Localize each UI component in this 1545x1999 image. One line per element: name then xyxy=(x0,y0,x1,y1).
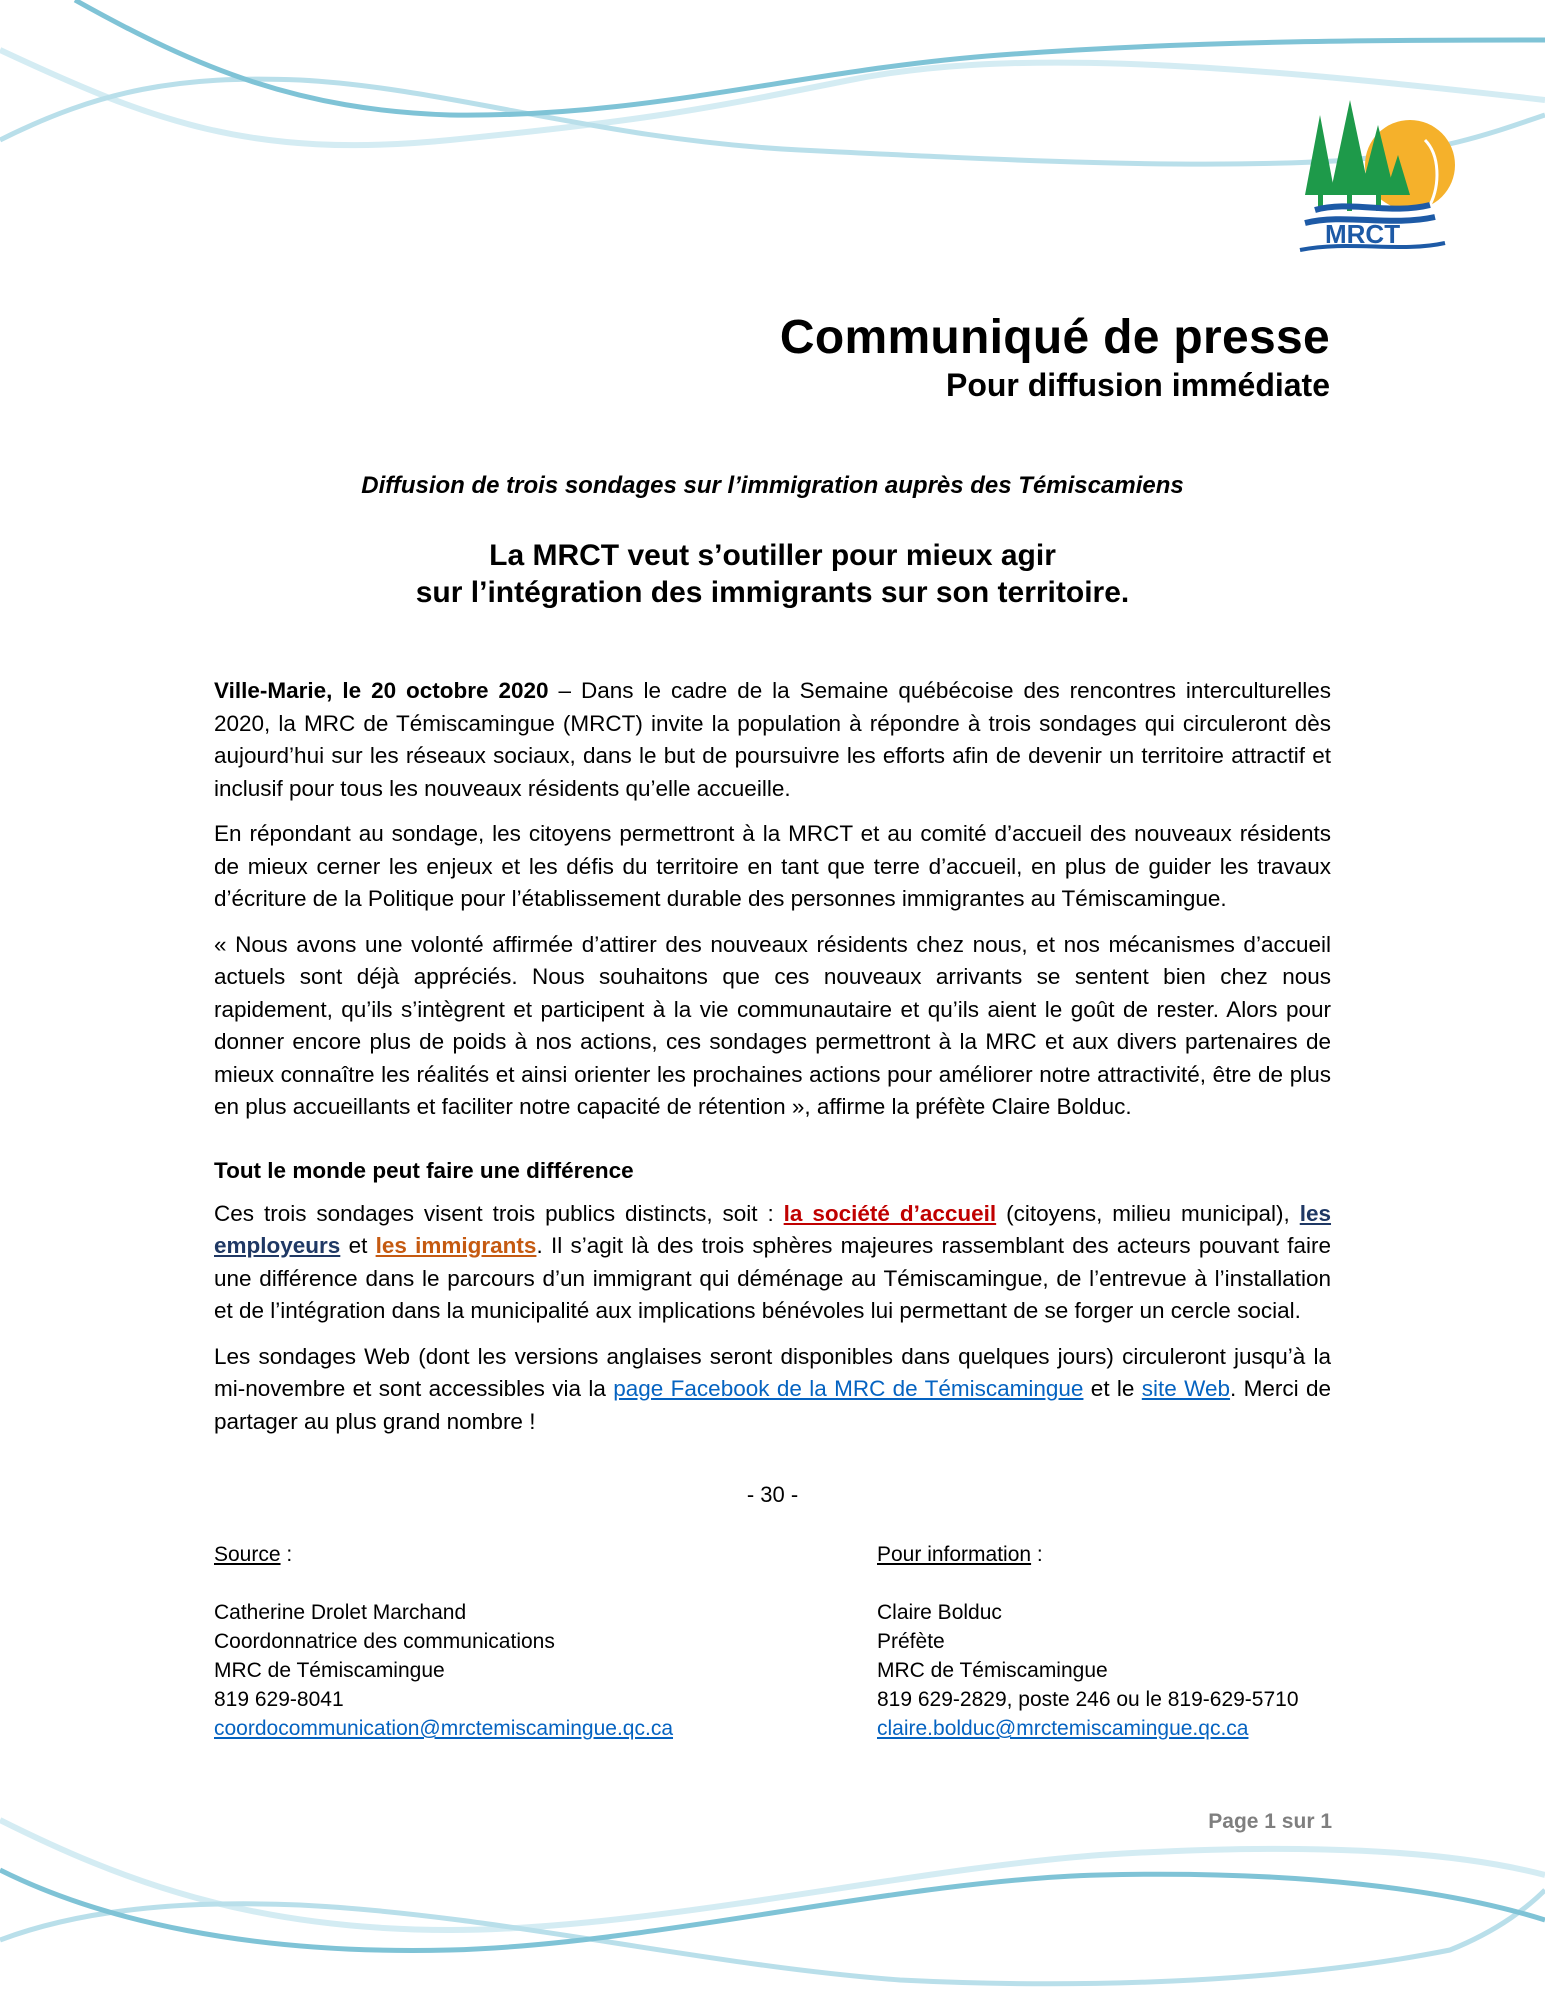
label-suffix: : xyxy=(280,1543,293,1566)
contact-role: Préfète xyxy=(877,1630,945,1653)
link-immigrants[interactable]: les immigrants xyxy=(375,1233,537,1258)
paragraph-2: En répondant au sondage, les citoyens permettront à la MRCT et au comité d’accueil des nouveaux résidents de mieux cerner les enjeux et les défis du territoire en tant que terre d’accueil, en plus de guider les travaux d’écriture de la Politique pour l’établissement durable des personnes immigrantes au Témiscamingue. xyxy=(214,821,1331,911)
paragraph-intro xyxy=(214,675,1331,805)
dateline: Ville-Marie, le 20 octobre 2020 xyxy=(214,678,549,703)
contact-name: Catherine Drolet Marchand xyxy=(214,1601,467,1624)
decorative-waves-bottom xyxy=(0,1780,1545,1999)
paragraph-text: et xyxy=(340,1233,376,1258)
page-number: Page 1 sur 1 xyxy=(1208,1810,1332,1833)
contact-source xyxy=(214,1540,673,1743)
page-subtitle: Pour diffusion immédiate xyxy=(945,367,1330,403)
end-mark: - 30 - xyxy=(746,1482,799,1507)
contact-label-row xyxy=(214,1540,673,1569)
paragraph-text: . Il s’agit là des trois sphères majeures rassemblant des acteurs pouvant faire une différence dans le parcours d’un immigrant qui déménage au Témiscamingue, de l’entrevue à l’installation et de l’intégration dans la municipalité aux implications bénévoles lui permettant de se forger un cercle social. xyxy=(214,1233,1331,1323)
paragraph-quote: « Nous avons une volonté affirmée d’attirer des nouveaux résidents chez nous, et nos mécanismes d’accueil actuels sont déjà appréciés. Nous souhaitons que ces nouveaux arrivants se sentent bien chez nous rapidement, qu’ils s’intègrent et participent à la vie communautaire et qu’ils aient le goût de rester. Alors pour donner encore plus de poids à nos actions, ces sondages permettront à la MRC et aux divers partenaires de mieux connaître les réalités et ainsi orienter les prochaines actions pour améliorer notre attractivité, être de plus en plus accueillants et faciliter notre capacité de rétention », affirme la préfète Claire Bolduc. xyxy=(214,931,1331,1119)
paragraph-text: et le xyxy=(1083,1376,1142,1401)
contact-org: MRC de Témiscamingue xyxy=(877,1659,1108,1682)
paragraph-text: Ces trois sondages visent trois publics distincts, soit : xyxy=(214,1200,784,1226)
contact-email-link[interactable]: claire.bolduc@mrctemiscamingue.qc.ca xyxy=(877,1717,1249,1740)
contact-phone: 819 629-2829, poste 246 ou le 819-629-5710 xyxy=(877,1688,1299,1711)
contact-name: Claire Bolduc xyxy=(877,1601,1002,1624)
contact-phone: 819 629-8041 xyxy=(214,1688,344,1711)
link-website[interactable]: site Web xyxy=(1141,1376,1231,1401)
title-block xyxy=(780,310,1330,404)
headline-line-1: La MRCT veut s’outiller pour mieux agir xyxy=(489,539,1056,572)
paragraph-surveys xyxy=(214,1198,1331,1328)
paragraph-web xyxy=(214,1341,1331,1439)
paragraph-text: (citoyens, milieu municipal), xyxy=(996,1200,1300,1226)
label-suffix: : xyxy=(1031,1543,1043,1566)
link-facebook-page[interactable]: page Facebook de la MRC de Témiscamingue xyxy=(613,1376,1084,1401)
paragraph-text: . Merci de partager au plus grand nombre ! xyxy=(214,1376,1332,1434)
contact-label: Source xyxy=(214,1543,281,1566)
headline-line-2: sur l’intégration des immigrants sur son territoire. xyxy=(415,576,1130,609)
press-release-body xyxy=(214,675,1331,1451)
subheading: Diffusion de trois sondages sur l’immigration auprès des Témiscamiens xyxy=(361,472,1184,499)
contact-org: MRC de Témiscamingue xyxy=(214,1659,445,1682)
paragraph-text: – Dans le cadre de la Semaine québécoise des rencontres interculturelles 2020, la MRC de Témiscamingue (MRCT) invite la population à répondre à trois sondages qui circuleront dès aujourd’hui sur les réseaux sociaux, dans le but de poursuivre les efforts afin de devenir un territoire attractif et inclusif pour tous les nouveaux résidents qu’elle accueille. xyxy=(214,678,1331,801)
section-heading: Tout le monde peut faire une différence xyxy=(214,1157,634,1183)
headline xyxy=(0,537,1545,611)
logo-text: MRCT xyxy=(1325,219,1401,249)
contact-label-row xyxy=(877,1540,1299,1569)
contact-information xyxy=(877,1540,1299,1743)
paragraph-text: Les sondages Web (dont les versions anglaises seront disponibles dans quelques jours) circuleront jusqu’à la mi-novembre et sont accessibles via la xyxy=(214,1343,1331,1401)
link-employeurs[interactable]: les employeurs xyxy=(214,1200,1332,1258)
contact-label: Pour information xyxy=(877,1543,1032,1566)
page-title: Communiqué de presse xyxy=(779,311,1330,364)
contact-role: Coordonnatrice des communications xyxy=(214,1630,555,1653)
contact-email-link[interactable]: coordocommunication@mrctemiscamingue.qc.ca xyxy=(214,1717,673,1740)
mrct-logo xyxy=(1280,95,1480,255)
link-societe-accueil[interactable]: la société d’accueil xyxy=(783,1200,997,1226)
